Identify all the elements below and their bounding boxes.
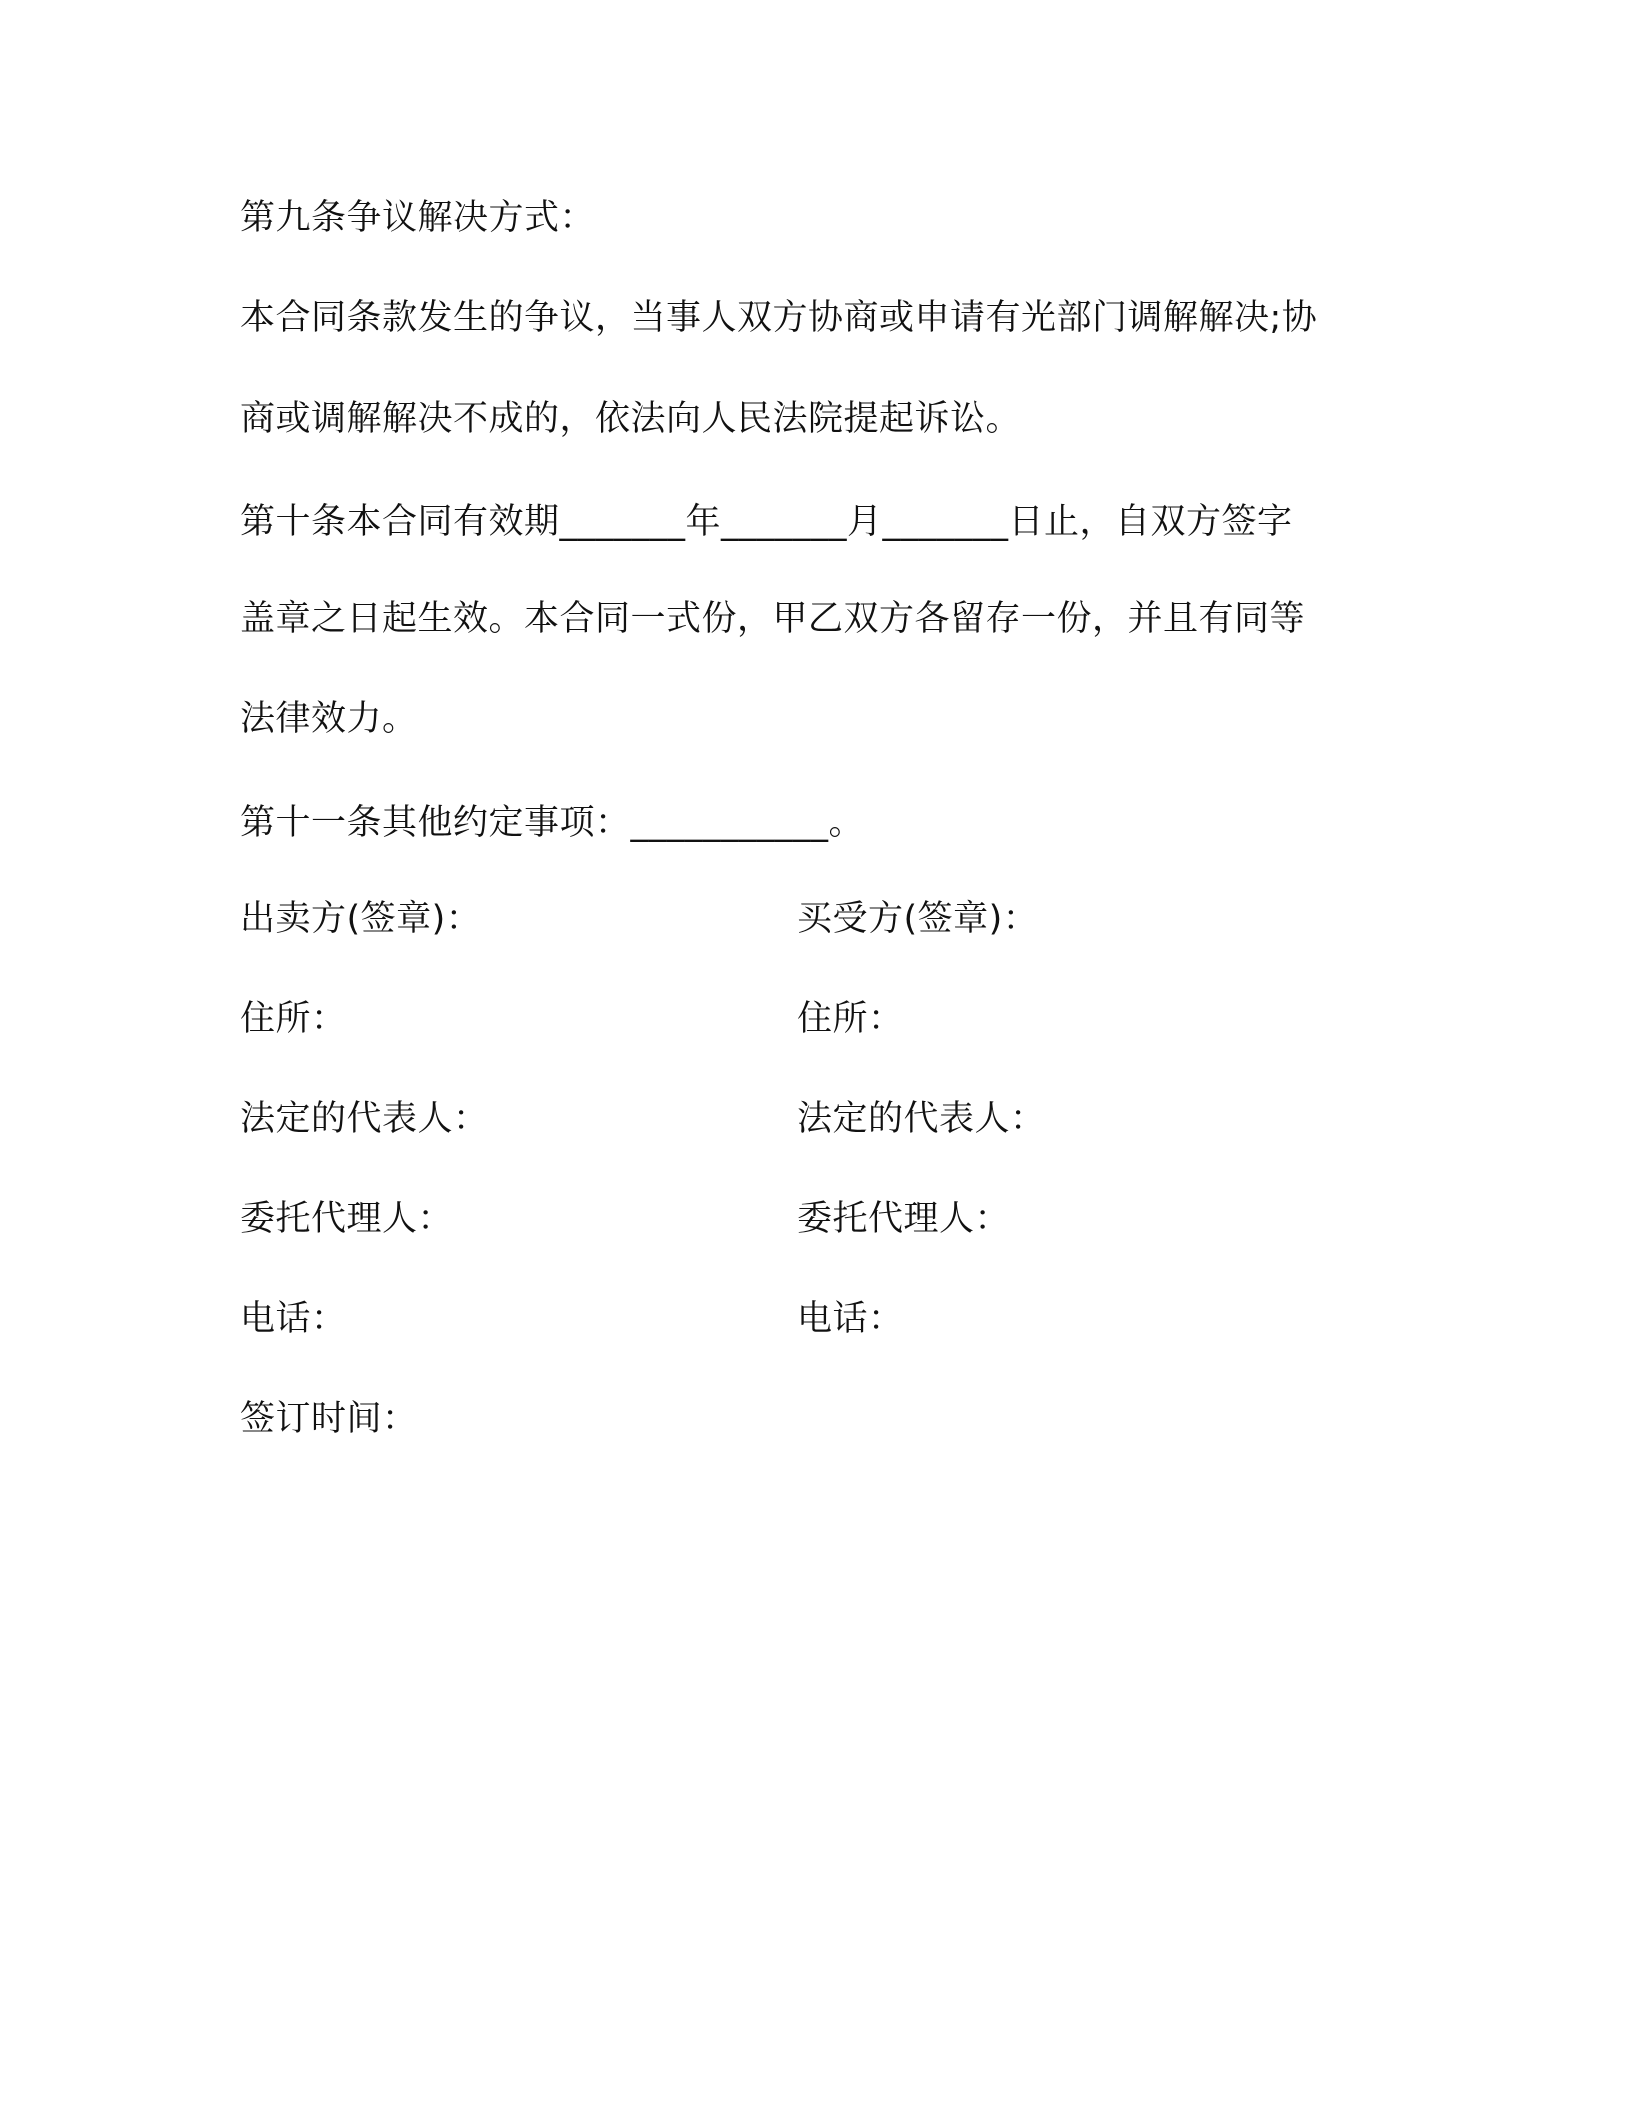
seller-legal-rep-label: 法定的代表人： (240, 1099, 489, 1139)
seller-agent-label: 委托代理人： (240, 1199, 454, 1239)
article10-line1: 第十条本合同有效期_______年_______月_______日止，自双方签字 (240, 502, 1293, 542)
seller-party-label: 出卖方(签章)： (240, 899, 482, 939)
seller-address-label: 住所： (240, 999, 347, 1039)
buyer-agent-label: 委托代理人： (797, 1199, 1011, 1239)
article11-line1: 第十一条其他约定事项：___________。 (240, 803, 865, 843)
buyer-party-label: 买受方(签章)： (797, 899, 1039, 939)
buyer-legal-rep-label: 法定的代表人： (797, 1099, 1046, 1139)
article9-heading: 第九条争议解决方式： (240, 198, 596, 238)
article10-line3: 法律效力。 (240, 699, 418, 739)
article9-body-line2: 商或调解解决不成的，依法向人民法院提起诉讼。 (240, 399, 1022, 439)
article9-body-line1: 本合同条款发生的争议，当事人双方协商或申请有光部门调解解决;协 (240, 298, 1318, 338)
sign-time-label: 签订时间： (240, 1399, 418, 1439)
article10-line2: 盖章之日起生效。本合同一式份，甲乙双方各留存一份，并且有同等 (240, 599, 1306, 639)
buyer-address-label: 住所： (797, 999, 904, 1039)
seller-phone-label: 电话： (240, 1299, 347, 1339)
buyer-phone-label: 电话： (797, 1299, 904, 1339)
